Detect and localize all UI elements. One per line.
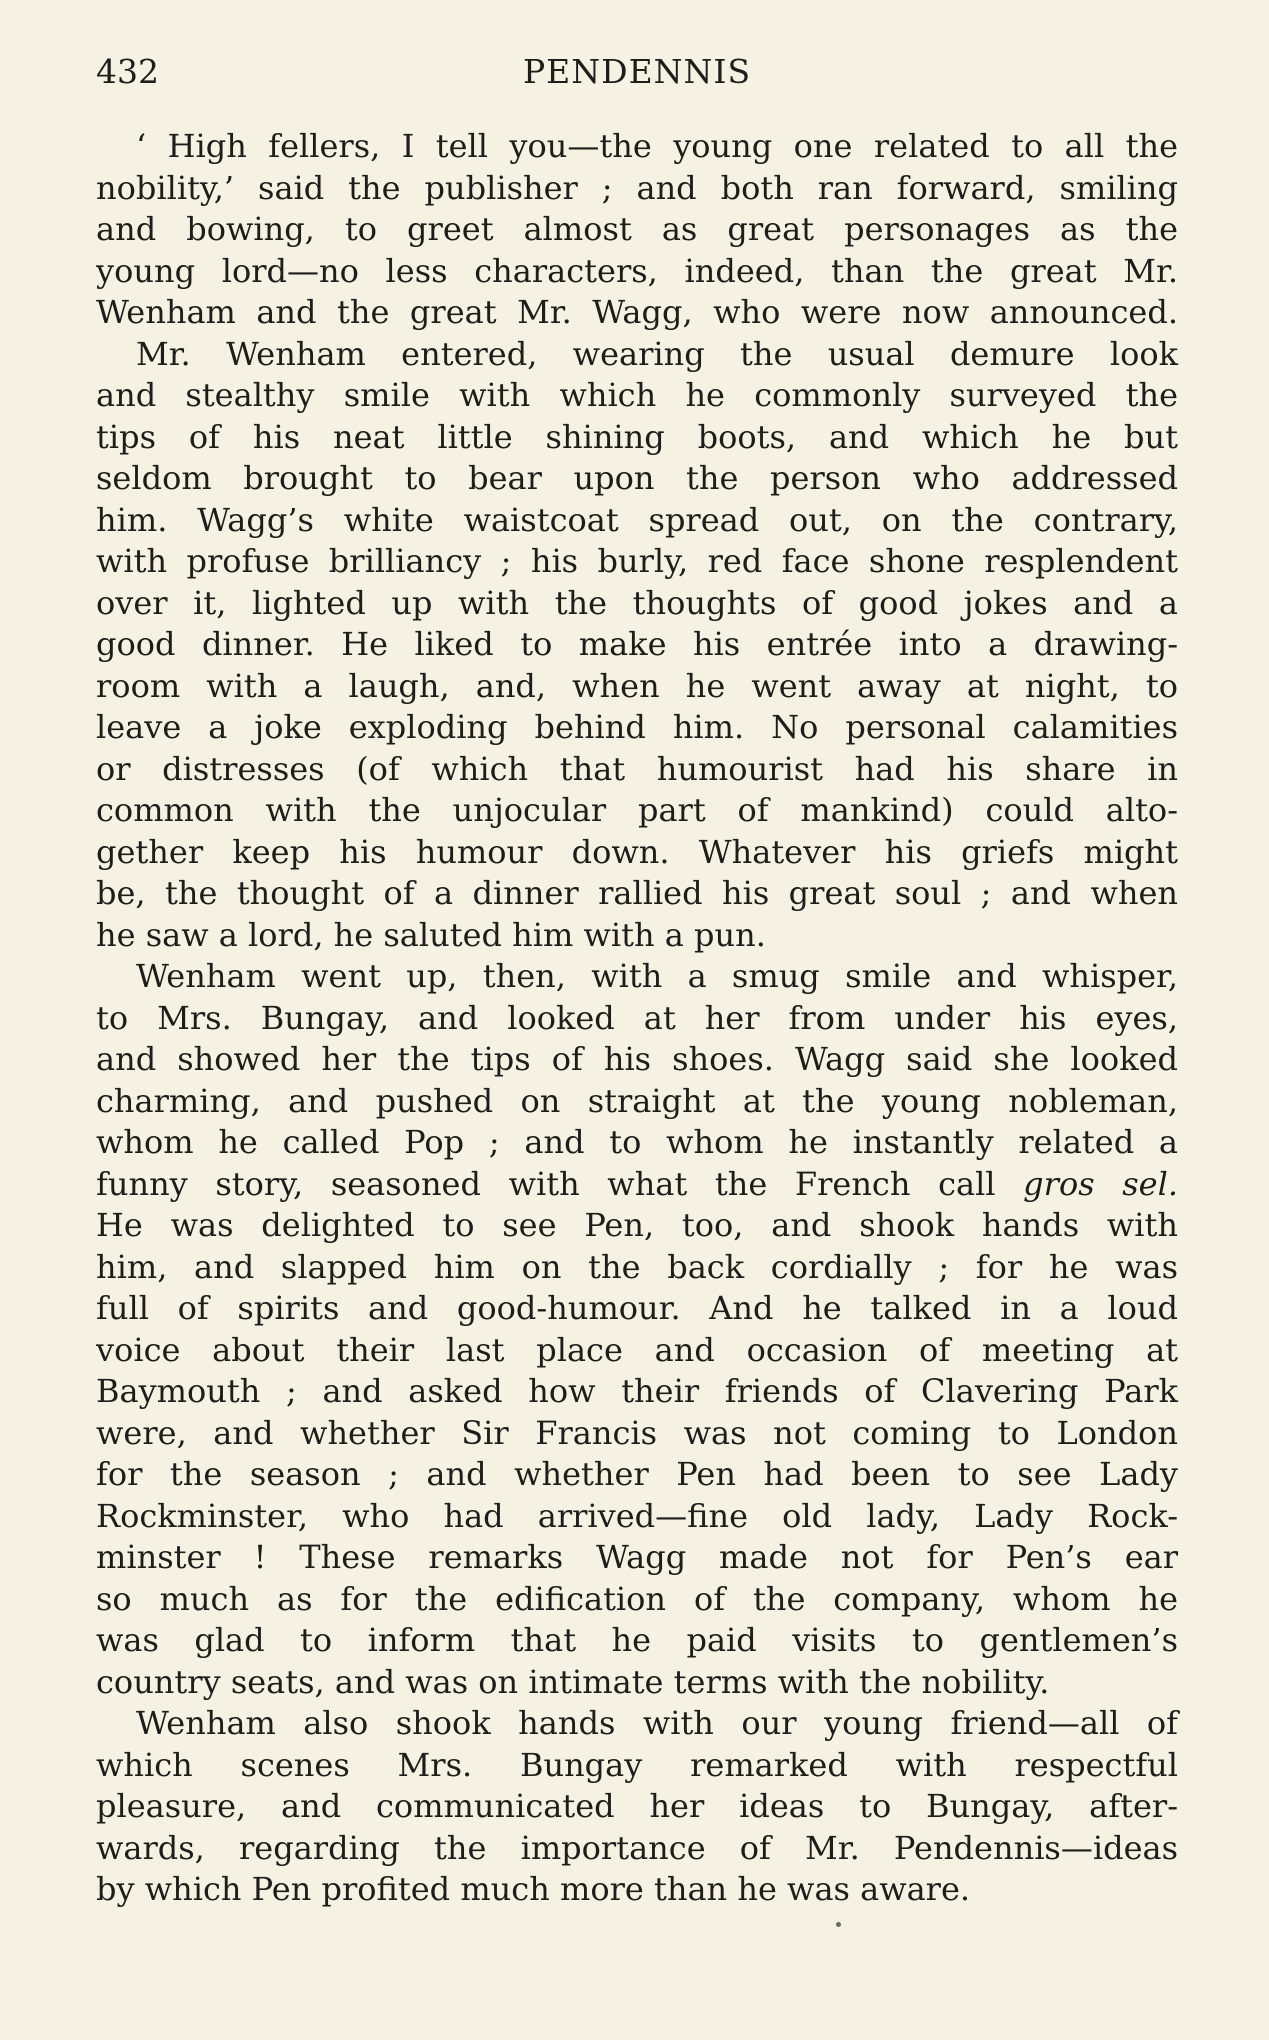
text-line: and stealthy smile with which he commonly surveyed the: [96, 376, 1178, 414]
text-line: Wenham went up, then, with a smug smile and whisper,: [136, 957, 1178, 995]
text-line: whom he called Pop ; and to whom he instantly related a: [96, 1123, 1178, 1161]
text-line: pleasure, and communicated her ideas to Bungay, after-: [96, 1787, 1178, 1825]
paragraph-2: [96, 334, 1178, 957]
text-line: charming, and pushed on straight at the young nobleman,: [96, 1081, 1178, 1120]
text-line: and showed her the tips of his shoes. Wagg said she looked: [96, 1040, 1178, 1078]
text-line: nobility,’ said the publisher ; and both ran forward, smiling: [96, 168, 1178, 207]
paragraph-3: [96, 956, 1178, 1703]
text-line: voice about their last place and occasion of meeting at: [96, 1330, 1178, 1369]
text-line: Wenham also shook hands with our young friend—all of: [136, 1704, 1178, 1742]
text-line: country seats, and was on intimate terms with the nobility.: [96, 1662, 1050, 1701]
text-line: wards, regarding the importance of Mr. Pendennis—ideas: [96, 1828, 1178, 1867]
text-line: Rockminster, who had arrived—fine old lady, Lady Rock-: [96, 1496, 1178, 1535]
text-line: seldom brought to bear upon the person who addressed: [96, 459, 1178, 497]
page-header: [96, 52, 1178, 98]
paragraph-1: [96, 126, 1178, 334]
text-line: by which Pen profited much more than he was aware.: [96, 1870, 971, 1908]
text-line: or distresses (of which that humourist had his share in: [96, 749, 1178, 788]
text-line: gether keep his humour down. Whatever his griefs might: [96, 832, 1178, 871]
text-line: be, the thought of a dinner rallied his great soul ; and when: [96, 874, 1178, 912]
text-line: tips of his neat little shining boots, and which he but: [96, 417, 1178, 456]
text-line: Mr. Wenham entered, wearing the usual demure look: [136, 334, 1178, 373]
body-text: [96, 126, 1178, 1911]
text-line: for the season ; and whether Pen had been to see Lady: [96, 1455, 1178, 1493]
text-line: good dinner. He liked to make his entrée into a drawing-: [96, 625, 1178, 663]
text-line: him. Wagg’s white waistcoat spread out, on the contrary,: [96, 500, 1178, 539]
text-line: Wenham and the great Mr. Wagg, who were now announced.: [96, 293, 1178, 331]
text-line: over it, lighted up with the thoughts of good jokes and a: [96, 583, 1178, 622]
text-line: full of spirits and good-humour. And he talked in a loud: [96, 1289, 1178, 1327]
text-line: leave a joke exploding behind him. No personal calamities: [96, 708, 1178, 746]
text-line: and bowing, to greet almost as great personages as the: [96, 210, 1178, 248]
text-line: so much as for the edification of the company, whom he: [96, 1579, 1178, 1618]
text-line: common with the unjocular part of mankind) could alto-: [96, 791, 1178, 829]
text-line: to Mrs. Bungay, and looked at her from under his eyes,: [96, 998, 1178, 1037]
text-segment: funny story, seasoned with what the French call: [96, 1164, 1024, 1203]
text-line: with profuse brilliancy ; his burly, red face shone resplendent: [96, 542, 1178, 580]
text-line: him, and slapped him on the back cordially ; for he was: [96, 1247, 1178, 1286]
page-number: 432: [96, 52, 159, 91]
text-line: was glad to inform that he paid visits to gentlemen’s: [96, 1621, 1178, 1659]
text-line: he saw a lord, he saluted him with a pun.: [96, 915, 766, 954]
text-line: minster ! These remarks Wagg made not for Pen’s ear: [96, 1538, 1178, 1576]
text-line: Baymouth ; and asked how their friends of Clavering Park: [96, 1372, 1178, 1410]
text-line: ‘ High fellers, I tell you—the young one related to all the: [136, 127, 1178, 165]
italic-phrase: gros sel.: [1023, 1164, 1179, 1203]
text-line-with-italic: [96, 1164, 1178, 1206]
text-line: young lord—no less characters, indeed, than the great Mr.: [96, 251, 1178, 290]
text-line: He was delighted to see Pen, too, and shook hands with: [96, 1206, 1178, 1244]
text-line: which scenes Mrs. Bungay remarked with respectful: [96, 1745, 1178, 1784]
text-line: room with a laugh, and, when he went away at night, to: [96, 666, 1178, 705]
paragraph-4: [96, 1703, 1178, 1911]
text-line: were, and whether Sir Francis was not coming to London: [96, 1413, 1178, 1452]
running-head: PENDENNIS: [522, 52, 752, 91]
ink-speck: [836, 1922, 841, 1927]
